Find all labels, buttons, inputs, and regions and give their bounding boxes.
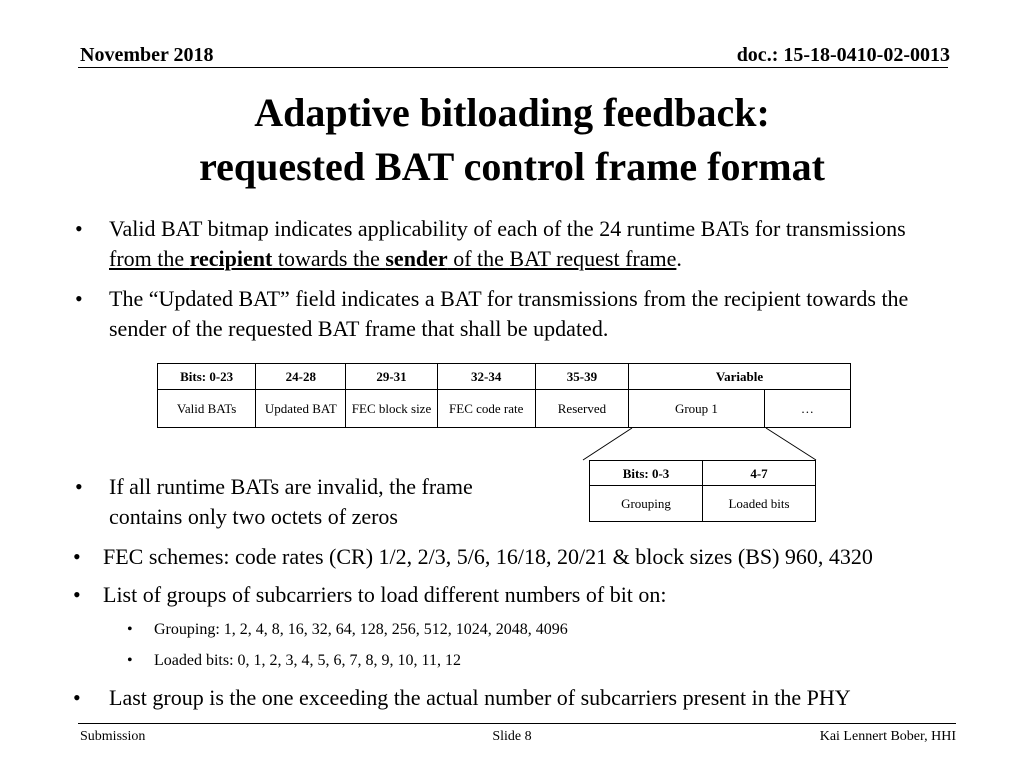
bullet-text: List of groups of subcarriers to load different numbers of bit on: (103, 582, 667, 607)
bullet-dot: • (75, 474, 83, 499)
sub-bullet-grouping (127, 619, 954, 641)
frame-field-cell: Group 1 (629, 390, 765, 428)
frame-field-cell: FEC block size (346, 390, 437, 428)
sub-bullet-loaded-bits (127, 650, 954, 672)
frame-header-cell: 32-34 (437, 364, 535, 390)
group-header-cell: Bits: 0-3 (590, 461, 703, 486)
expansion-line-left (583, 428, 632, 460)
slide-title-line-1: Adaptive bitloading feedback: (254, 90, 770, 135)
frame-field-cell: Updated BAT (256, 390, 346, 428)
bold-sender: sender (385, 246, 448, 271)
bullet-text: Last group is the one exceeding the actual number of subcarriers present in the PHY (109, 685, 851, 710)
frame-header-cell: 29-31 (346, 364, 437, 390)
underlined-text: towards the (272, 246, 386, 271)
frame-field-cell: … (764, 390, 850, 428)
sub-bullet-text: Loaded bits: 0, 1, 2, 3, 4, 5, 6, 7, 8, 9, 10, 11, 12 (154, 652, 461, 669)
bullet-dot: • (73, 582, 81, 607)
frame-header-cell: Bits: 0-23 (158, 364, 256, 390)
group-field-row (590, 486, 816, 522)
bullet-dot: • (75, 216, 83, 241)
bullet-text: Valid BAT bitmap indicates applicability of each of the 24 runtime BATs for transmissions (109, 216, 906, 241)
frame-header-cell: 24-28 (256, 364, 346, 390)
bullet-text: FEC schemes: code rates (CR) 1/2, 2/3, 5/6, 16/18, 20/21 & block sizes (BS) 960, 4320 (103, 544, 873, 569)
bullet-dot: • (73, 544, 81, 569)
bold-recipient: recipient (189, 246, 273, 271)
group-format-table (589, 460, 816, 522)
frame-field-cell: Reserved (535, 390, 628, 428)
footer-divider (78, 723, 956, 724)
bullet-end: . (676, 246, 682, 271)
footer-author: Kai Lennert Bober, HHI (819, 729, 956, 744)
group-field-cell: Grouping (590, 486, 703, 522)
bullet-text: The “Updated BAT” field indicates a BAT for transmissions from the recipient towards the sender of the requested BAT frame that shall be updated. (109, 286, 909, 341)
underlined-text: of the BAT request frame (447, 246, 677, 271)
group-header-cell: 4-7 (703, 461, 816, 486)
slide-title-line-2: requested BAT control frame format (199, 144, 825, 189)
bullet-fec-schemes (73, 542, 1018, 572)
bullet-dot: • (127, 652, 133, 669)
bullet-dot: • (75, 286, 83, 311)
group-header-row (590, 461, 816, 486)
bullet-dot: • (127, 621, 133, 638)
footer-slide-number: Slide 8 (492, 729, 532, 744)
footer-submission: Submission (80, 729, 146, 744)
underlined-text: from the (109, 246, 190, 271)
header-doc-id: doc.: 15-18-0410-02-0013 (736, 44, 950, 66)
frame-field-cell: FEC code rate (437, 390, 535, 428)
frame-field-cell: Valid BATs (158, 390, 256, 428)
header-date: November 2018 (80, 44, 214, 66)
bullet-last-group (73, 683, 989, 713)
bullet-text: If all runtime BATs are invalid, the frame contains only two octets of zeros (109, 474, 473, 529)
frame-header-cell: 35-39 (535, 364, 628, 390)
frame-header-cell: Variable (629, 364, 851, 390)
group-field-cell: Loaded bits (703, 486, 816, 522)
bullet-subcarrier-groups (73, 580, 983, 610)
bullet-dot: • (73, 685, 81, 710)
bullet-invalid-bats (75, 472, 549, 532)
sub-bullet-text: Grouping: 1, 2, 4, 8, 16, 32, 64, 128, 256, 512, 1024, 2048, 4096 (154, 621, 568, 638)
expansion-line-right (766, 428, 816, 460)
